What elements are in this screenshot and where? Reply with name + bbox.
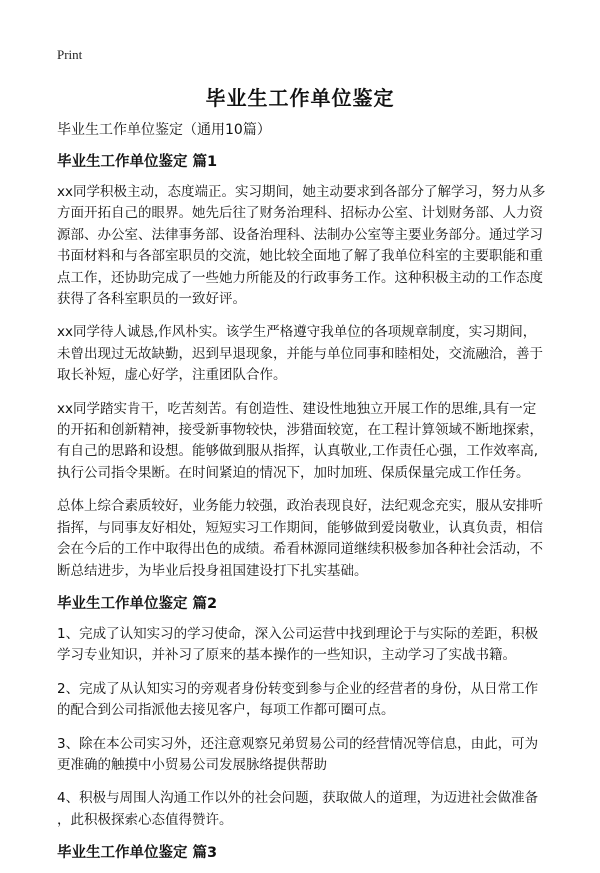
paragraph-line: 点工作，还协助完成了一些她力所能及的行政事务工作。这种积极主动的工作态度 <box>57 269 543 286</box>
paragraph-line: 方面开拓自己的眼界。她先后往了财务治理科、招标办公室、计划财务部、人力资 <box>57 205 543 222</box>
section-2 <box>57 594 547 831</box>
section-heading: 毕业生工作单位鉴定 篇3 <box>57 845 218 862</box>
section-heading: 毕业生工作单位鉴定 篇2 <box>57 595 218 612</box>
paragraph-line: 4、积极与周围人沟通工作以外的社会问题，获取做人的道理，为迈进社会做准备 <box>57 790 539 807</box>
paragraph-line: 总体上综合素质较好，业务能力较强，政治表现良好，法纪观念充实，服从安排听 <box>57 498 543 515</box>
paragraph-line: 的开拓和创新精神，接受新事物较快，涉猎面较宽，在工程计算领域不断地探索， <box>57 422 543 439</box>
section-3 <box>57 843 547 863</box>
section-1 <box>57 152 547 582</box>
print-label: Print <box>57 47 83 62</box>
paragraph-line: xx同学积极主动，态度端正。实习期间，她主动要求到各部分了解学习，努力从多 <box>57 184 546 200</box>
paragraph-line: 断总结进步，为毕业后投身祖国建设打下扎实基础。 <box>57 562 368 579</box>
document-body <box>57 120 547 873</box>
paragraph-line: ，此积极探索心态值得赞许。 <box>57 811 233 828</box>
paragraph-line: 学习专业知识，并补习了原来的基本操作的一些知识，主动学习了实战书籍。 <box>57 647 516 664</box>
paragraph-line: 书面材料和与各部室职员的交流，她比较全面地了解了我单位科室的主要职能和重 <box>57 248 543 265</box>
paragraph-line: 执行公司指令果断。在时间紧迫的情况下，加时加班、保质保量完成工作任务。 <box>57 464 530 481</box>
paragraph <box>57 624 547 667</box>
paragraph <box>57 322 547 386</box>
paragraph <box>57 182 547 310</box>
paragraph-line: 1、完成了认知实习的学习使命，深入公司运营中找到理论于与实际的差距，积极 <box>57 625 539 642</box>
paragraph <box>57 734 547 777</box>
paragraph-line: 源部、办公室、法律事务部、设备治理科、法制办公室等主要业务部分。通过学习 <box>57 226 543 243</box>
paragraph-line: 有自己的思路和设想。能够做到服从指挥，认真敬业,工作责任心强，工作效率高, <box>57 443 539 460</box>
paragraph-line: 的配合到公司指派他去接见客户，每项工作都可圈可点。 <box>57 702 395 719</box>
paragraph-line: 3、除在本公司实习外，还注意观察兄弟贸易公司的经营情况等信息，由此，可为 <box>57 735 539 752</box>
paragraph-line: 获得了各科室职员的一致好评。 <box>57 291 246 308</box>
paragraph <box>57 788 547 831</box>
paragraph-line: 指挥，与同事友好相处，短短实习工作期间，能够做到爱岗敬业，认真负责，相信 <box>57 519 543 536</box>
paragraph <box>57 496 547 582</box>
paragraph-line: 更准确的触摸中小贸易公司发展脉络提供帮助 <box>57 756 327 773</box>
document-title: 毕业生工作单位鉴定 <box>205 86 395 110</box>
section-heading: 毕业生工作单位鉴定 篇1 <box>57 154 218 170</box>
paragraph-line: 会在今后的工作中取得出色的成绩。希看林源同道继续积极参加各种社会活动，不 <box>57 541 543 558</box>
paragraph-line: xx同学踏实肯干，吃苦刻苦。有创造性、建设性地独立开展工作的思维,具有一定 <box>57 400 537 417</box>
document-subtitle: 毕业生工作单位鉴定（通用10篇） <box>57 122 271 138</box>
paragraph-line: 未曾出现过无故缺勤，迟到早退现象，并能与单位同事和睦相处，交流融洽，善于 <box>57 345 543 362</box>
paragraph-line: 2、完成了从认知实习的旁观者身份转变到参与企业的经营者的身份，从日常工作 <box>57 680 539 697</box>
paragraph <box>57 679 547 722</box>
paragraph-line: xx同学待人诚恳,作风朴实。该学生严格遵守我单位的各项规章制度，实习期间， <box>57 324 537 341</box>
paragraph-line: 取长补短，虚心好学，注重团队合作。 <box>57 367 287 384</box>
paragraph <box>57 399 547 485</box>
